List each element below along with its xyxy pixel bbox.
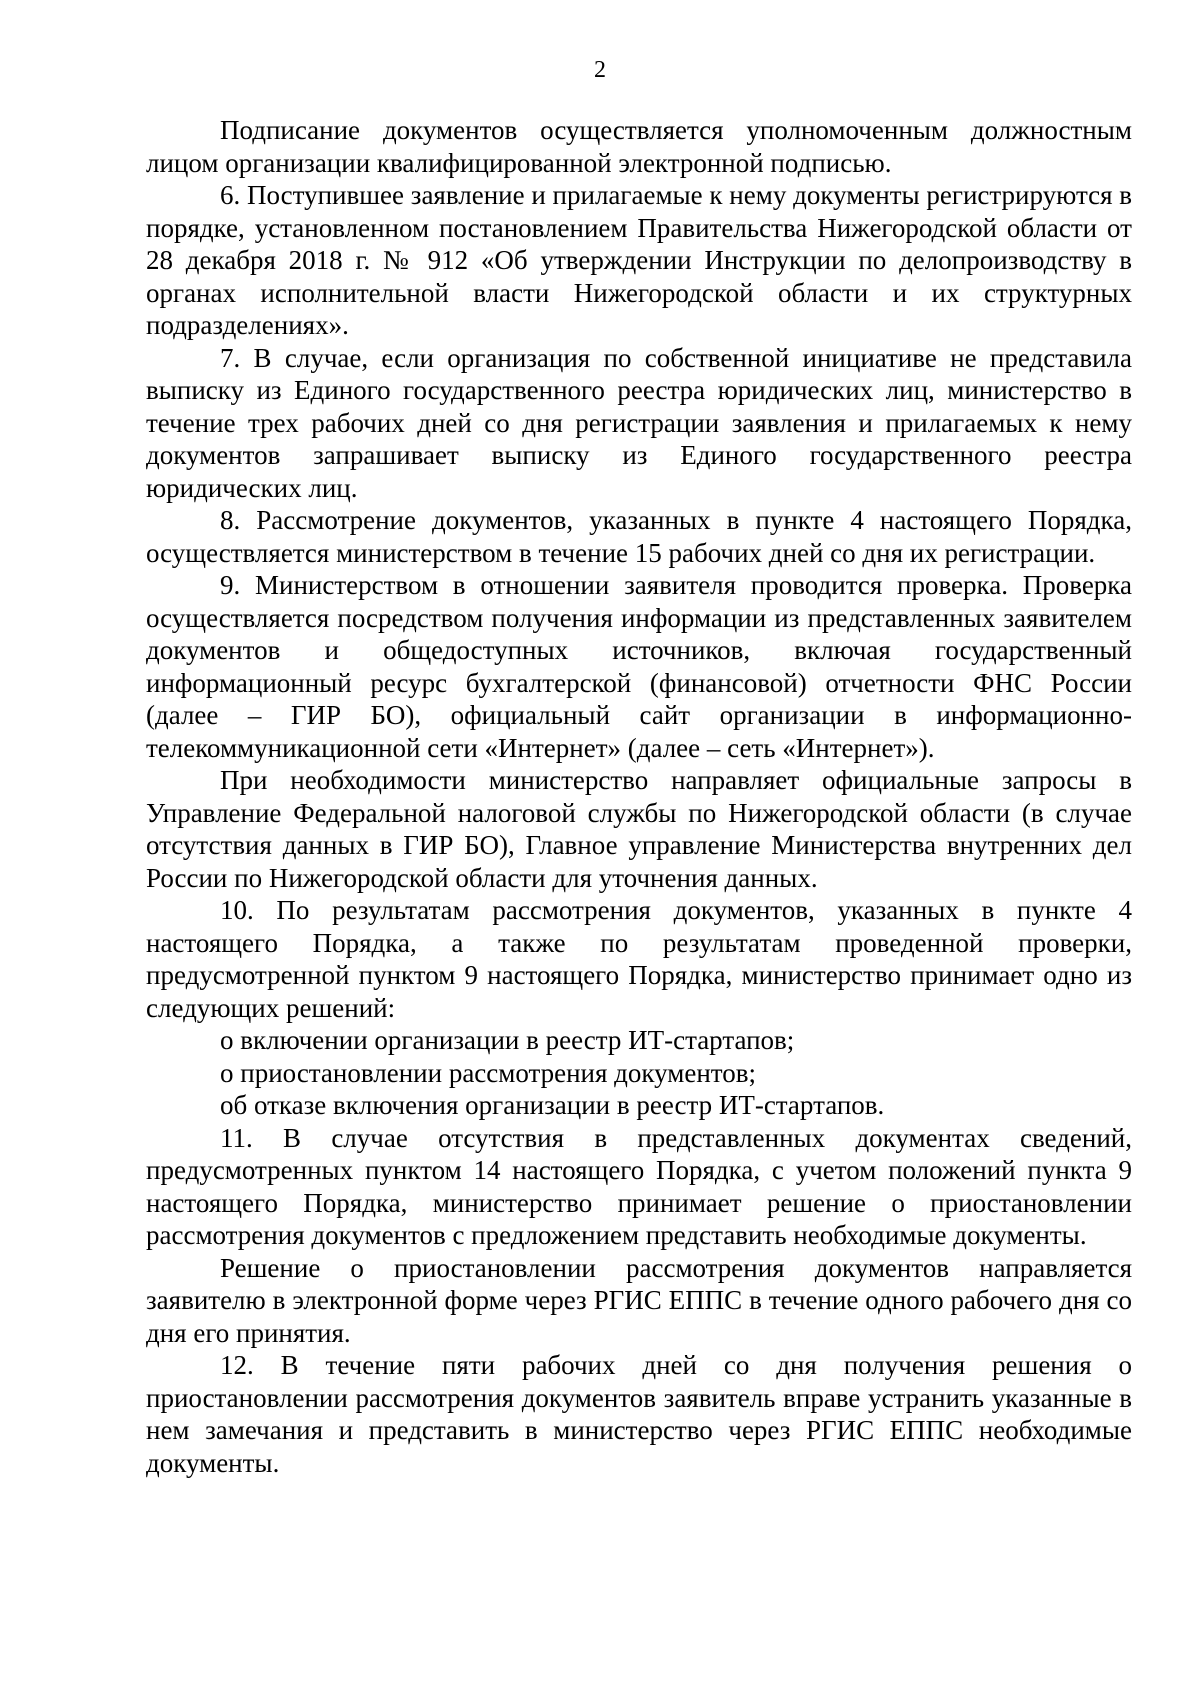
- paragraph-11-notification: Решение о приостановлении рассмотрения документов направляется заявителю в электронной форме через РГИС ЕППС в течение одного рабочего дня со дня его принятия.: [146, 1252, 1132, 1348]
- document-body: [146, 114, 1132, 1479]
- paragraph-12: 12. В течение пяти рабочих дней со дня получения решения о приостановлении рассмотрения документов заявитель вправе устранить указанные в нем замечания и представить в министерство через РГИС ЕППС необходимые документы.: [146, 1350, 1132, 1478]
- page-number: 2: [594, 57, 606, 83]
- paragraph-7: 7. В случае, если организация по собственной инициативе не представила выписку из Единого государственного реестра юридических лиц, министерство в течение трех рабочих дней со дня регистрации заявления и прилагаемых к нему документов запрашивает выписку из Единого государственного реестра юридических лиц.: [146, 342, 1132, 503]
- decision-option-include: о включении организации в реестр ИТ-стартапов;: [220, 1025, 795, 1055]
- paragraph-9-requests: При необходимости министерство направляет официальные запросы в Управление Федеральной налоговой службы по Нижегородской области (в случае отсутствия данных в ГИР БО), Главное управление Министерства внутренних дел России по Нижегородской области для уточнения данных.: [146, 765, 1132, 893]
- decision-option-refuse: об отказе включения организации в реестр ИТ-стартапов.: [220, 1090, 885, 1120]
- paragraph-8: 8. Рассмотрение документов, указанных в пункте 4 настоящего Порядка, осуществляется министерством в течение 15 рабочих дней со дня их регистрации.: [146, 505, 1132, 568]
- paragraph-11: 11. В случае отсутствия в представленных документах сведений, предусмотренных пунктом 14 настоящего Порядка, с учетом положений пункта 9 настоящего Порядка, министерство принимает решение о приостановлении рассмотрения документов с предложением представить необходимые документы.: [146, 1122, 1132, 1250]
- paragraph-9: 9. Министерством в отношении заявителя проводится проверка. Проверка осуществляется посредством получения информации из представленных заявителем документов и общедоступных источников, включая государственный информационный ресурс бухгалтерской (финансовой) отчетности ФНС России (далее – ГИР БО), официальный сайт организации в информационно-телекоммуникационной сети «Интернет» (далее – сеть «Интернет»).: [146, 570, 1132, 763]
- paragraph-10: 10. По результатам рассмотрения документов, указанных в пункте 4 настоящего Порядка, а также по результатам проведенной проверки, предусмотренной пунктом 9 настоящего Порядка, министерство принимает одно из следующих решений:: [146, 895, 1132, 1023]
- decision-option-suspend: о приостановлении рассмотрения документов;: [220, 1057, 757, 1088]
- paragraph-signing: Подписание документов осуществляется уполномоченным должностным лицом организации квалифицированной электронной подписью.: [146, 115, 1132, 178]
- paragraph-6: 6. Поступившее заявление и прилагаемые к нему документы регистрируются в порядке, установленном постановлением Правительства Нижегородской области от 28 декабря 2018 г. № 912 «Об утверждении Инструкции по делопроизводству в органах исполнительной власти Нижегородской области и их структурных подразделениях».: [146, 180, 1132, 340]
